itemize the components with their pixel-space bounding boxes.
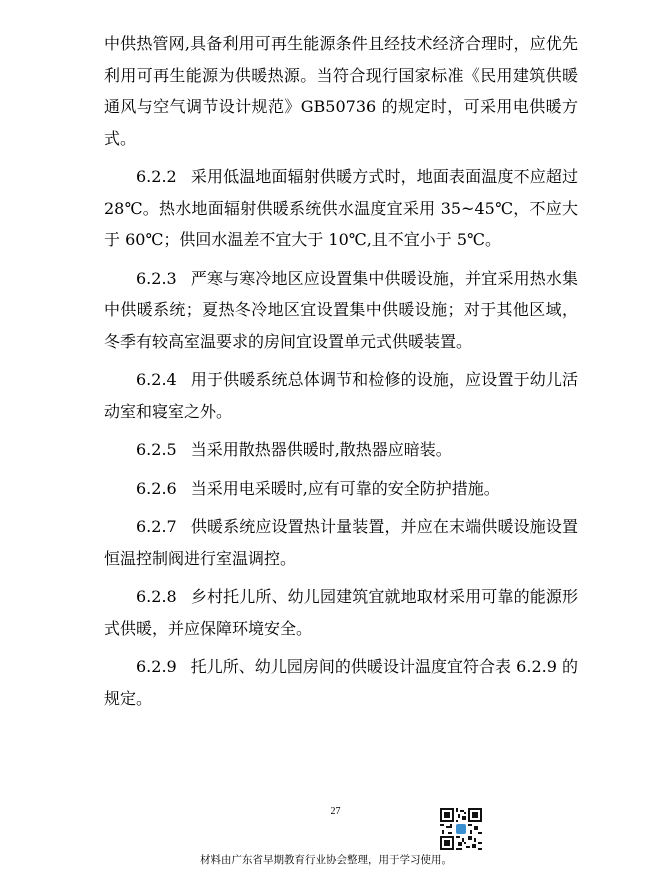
document-body <box>104 28 578 721</box>
page-number: 27 <box>330 806 341 817</box>
footer-note: 材料由广东省早期教育行业协会整理，用于学习使用。 <box>200 854 452 866</box>
paragraph-continuation <box>104 28 578 154</box>
clause-text: 当采用电采暖时,应有可靠的安全防护措施。 <box>190 478 500 498</box>
clause-text: 用于供暖系统总体调节和检修的设施，应设置于幼儿活动室和寝室之外。 <box>104 370 578 421</box>
clause-6-2-3 <box>104 263 578 358</box>
clause-text: 当采用散热器供暖时,散热器应暗装。 <box>190 440 452 459</box>
clause-text: 乡村托儿所、幼儿园建筑宜就地取材采用可靠的能源形式供暖，并应保障环境安全。 <box>104 587 578 638</box>
clause-number: 6.2.7 <box>136 517 177 536</box>
clause-number: 6.2.4 <box>136 370 177 389</box>
clause-text: 供暖系统应设置热计量装置，并应在末端供暖设施设置恒温控制阀进行室温调控。 <box>104 517 578 568</box>
clause-6-2-6 <box>104 473 578 505</box>
clause-text: 严寒与寒冷地区应设置集中供暖设施，并宜采用热水集中供暖系统；夏热冬冷地区宜设置集中供暖设施；对于其他区域，冬季有较高室温要求的房间宜设置单元式供暖装置。 <box>104 268 578 351</box>
clause-number: 6.2.2 <box>136 167 177 186</box>
clause-text: 采用低温地面辐射供暖方式时，地面表面温度不应超过 28℃。热水地面辐射供暖系统供水温度宜采用 35~45℃，不应大于 60℃；供回水温差不宜大于 10℃,且不宜小于 5℃。 <box>104 167 578 249</box>
clause-6-2-4 <box>104 364 578 427</box>
clause-text: 托儿所、幼儿园房间的供暖设计温度宜符合表 6.2.9 的规定。 <box>104 657 578 708</box>
clause-number: 6.2.6 <box>136 478 177 498</box>
clause-number: 6.2.5 <box>136 440 177 459</box>
qr-code-icon <box>440 808 482 850</box>
paragraph-text: 中供热管网,具备利用可再生能源条件且经技术经济合理时，应优先利用可再生能源为供暖热源。当符合现行国家标准《民用建筑供暖通风与空气调节设计规范》GB50736 的规定时，可采用电供暖方式。 <box>104 34 578 148</box>
clause-number: 6.2.8 <box>136 587 177 606</box>
clause-6-2-2 <box>104 161 578 256</box>
clause-6-2-5 <box>104 434 578 466</box>
clause-6-2-8 <box>104 581 578 644</box>
clause-number: 6.2.9 <box>136 657 177 676</box>
clause-number: 6.2.3 <box>136 268 177 288</box>
clause-6-2-9 <box>104 651 578 714</box>
clause-6-2-7 <box>104 511 578 574</box>
